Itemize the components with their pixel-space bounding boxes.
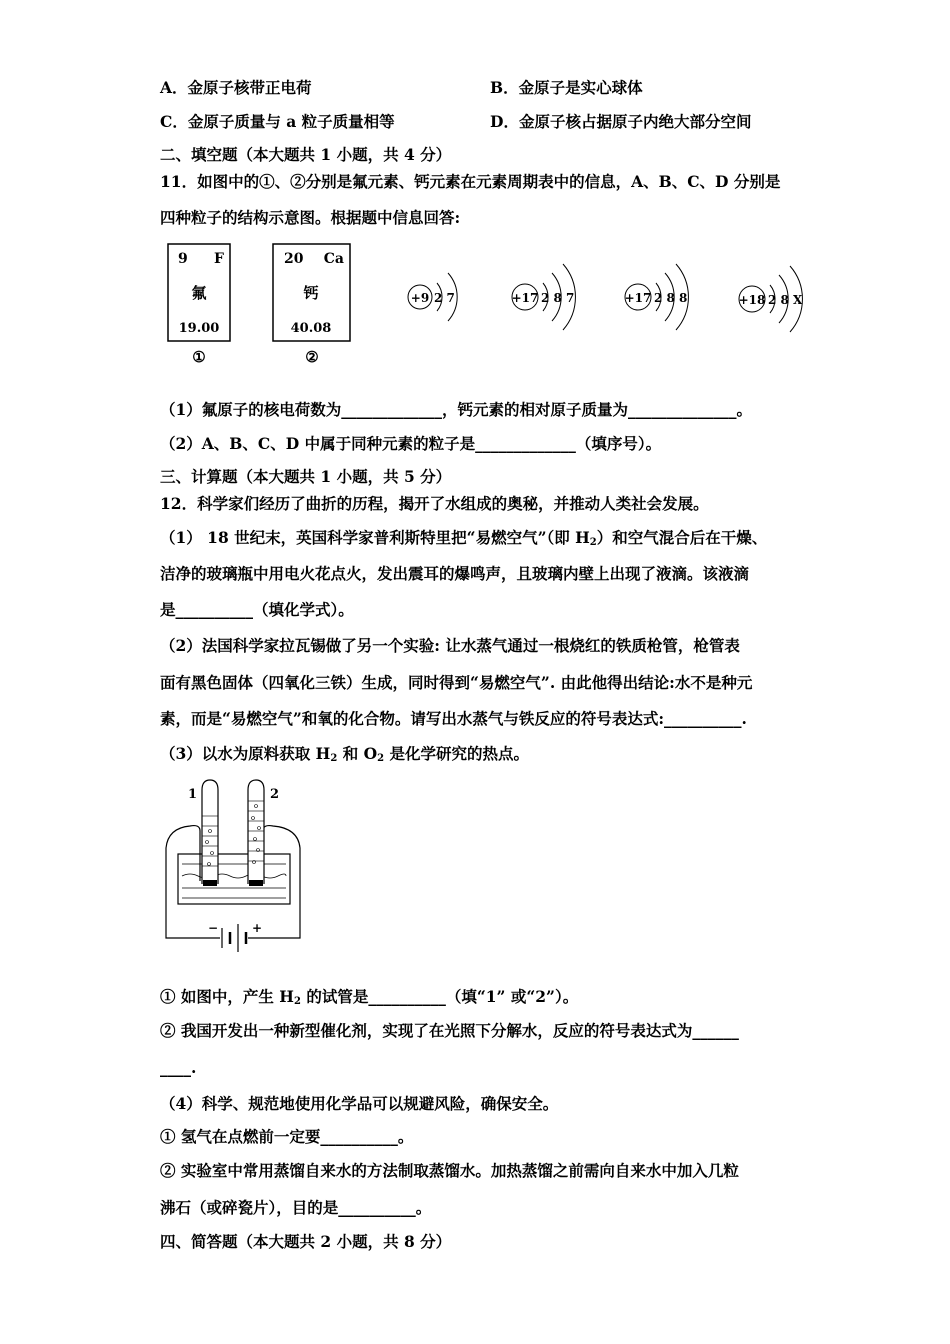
cell-number: 9	[178, 251, 188, 267]
q11-sub2: （2）A、B、C、D 中属于同种元素的粒子是_____________（填序号）。	[160, 434, 662, 453]
svg-text:+9: +9	[410, 291, 430, 305]
section3-title: 三、计算题（本大题共 1 小题，共 5 分）	[160, 467, 452, 486]
plus-sign: +	[252, 921, 263, 935]
q11-line2: 四种粒子的结构示意图。根据题中信息回答:	[160, 208, 461, 227]
cell-label: ①	[192, 348, 206, 366]
q12-p2-line2: 面有黑色固体（四氧化三铁）生成，同时得到“易燃空气”. 由此他得出结论:水不是种元	[160, 673, 753, 692]
q12-p1-line2: 洁净的玻璃瓶中用电火花点火，发出震耳的爆鸣声，且玻璃内壁上出现了液滴。该液滴	[160, 564, 750, 583]
particle-b	[512, 264, 576, 373]
minus-sign: −	[208, 921, 219, 935]
svg-text:+17: +17	[624, 291, 652, 305]
choice-b: B．金原子是实心球体	[490, 78, 643, 97]
particle-a	[408, 273, 457, 373]
tube-1-label: 1	[188, 787, 198, 802]
q12-p1-line3: 是__________（填化学式）。	[160, 600, 354, 619]
q12-p3: （3）以水为原料获取 $H_2$ 和 $O_2$ 是化学研究的热点。	[160, 744, 529, 764]
cell-mass: 40.08	[290, 321, 332, 336]
cell-symbol: Ca	[323, 251, 344, 267]
q11-line1: 11．如图中的①、②分别是氟元素、钙元素在元素周期表中的信息，A、B、C、D 分别是	[160, 172, 781, 191]
section4-title: 四、简答题（本大题共 2 小题，共 8 分）	[160, 1232, 452, 1251]
svg-text:2 8 7: 2 8 7	[541, 291, 575, 305]
svg-text:2 8 X: 2 8 X	[768, 293, 803, 307]
svg-text:2 8 8: 2 8 8	[654, 291, 688, 305]
cell-label: ②	[305, 348, 319, 366]
q12-intro: 12．科学家们经历了曲折的历程，揭开了水组成的奥秘，并推动人类社会发展。	[160, 494, 709, 513]
choice-a: A．金原子核带正电荷	[160, 78, 312, 97]
cell-name: 钙	[303, 284, 319, 302]
q12-p2-line1: （2）法国科学家拉瓦锡做了另一个实验: 让水蒸气通过一根烧红的铁质枪管，枪管表	[160, 636, 740, 655]
cell-mass: 19.00	[178, 321, 220, 336]
svg-text:+18: +18	[738, 293, 766, 307]
q11-sub1: （1）氟原子的核电荷数为_____________，钙元素的相对原子质量为______________。	[160, 400, 753, 419]
particle-c	[625, 264, 689, 373]
svg-text:+17: +17	[511, 291, 539, 305]
element-cell-fluorine	[168, 244, 230, 366]
svg-text:2 7: 2 7	[434, 291, 455, 305]
q12-c4-line2: 沸石（或碎瓷片），目的是__________。	[160, 1198, 432, 1217]
q11-figure	[160, 238, 950, 373]
q12-c1: ① 如图中，产生 $H_2$ 的试管是__________（填“1” 或“2”）。	[160, 987, 579, 1007]
cell-symbol: F	[214, 251, 224, 267]
choice-c: C．金原子质量与 a 粒子质量相等	[160, 112, 395, 131]
q12-c3: ① 氢气在点燃前一定要__________。	[160, 1127, 414, 1146]
element-cell-calcium	[273, 244, 350, 366]
q12-c4-line1: ② 实验室中常用蒸馏自来水的方法制取蒸馏水。加热蒸馏之前需向自来水中加入几粒	[160, 1161, 739, 1180]
section2-title: 二、填空题（本大题共 1 小题，共 4 分）	[160, 145, 452, 164]
q12-p1-line1: （1） 18 世纪末，英国科学家普利斯特里把“易燃空气”（即 $H_2$）和空气混合后在干燥、	[160, 528, 768, 548]
q12-p4: （4）科学、规范地使用化学品可以规避风险，确保安全。	[160, 1094, 559, 1113]
q12-p2-line3: 素，而是“易燃空气”和氧的化合物。请写出水蒸气与铁反应的符号表达式:__________.	[160, 709, 747, 728]
tube-2-label: 2	[270, 787, 280, 802]
q12-c2-line1: ② 我国开发出一种新型催化剂，实现了在光照下分解水，反应的符号表达式为______	[160, 1021, 739, 1040]
cell-name: 氟	[191, 284, 207, 302]
cell-number: 20	[284, 251, 304, 267]
choice-d: D．金原子核占据原子内绝大部分空间	[490, 112, 752, 131]
q12-c2-line2: ____.	[160, 1058, 197, 1077]
electrolysis-apparatus	[160, 776, 320, 961]
particle-d	[739, 266, 803, 373]
